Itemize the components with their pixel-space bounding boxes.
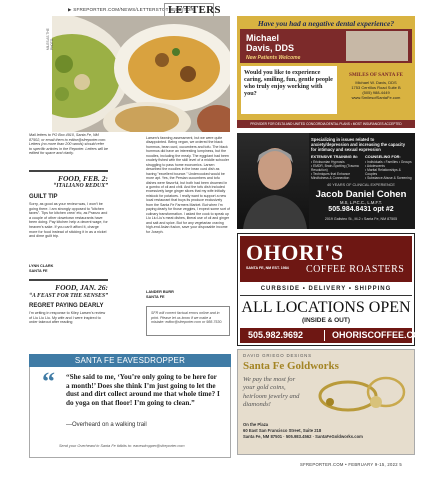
dental-ad-banner [240,29,412,63]
counselor-name: Jacob Daniel Cohen [315,189,407,200]
coffee-ad[interactable] [237,233,428,346]
dental-ad-brand: SMILES OF SANTA FE [348,72,404,78]
dental-ad-footer: PROVIDER FOR DELTA AND UNITED CONCORDIA DENTAL PLANS • MOST INSURANCES ACCEPTED [237,120,415,128]
letter2-body-cont: Larsen's fawning assessment, but we were quite disappointed. Being vegan, we ordered the black hummus, bean curd, cucumbers and tofu. The black hummus did have an interesting lumpiness, but the noodles, including the mealy. The eggplant had been crudely fished with the skill level of a middle schooler struggling to pass home economics. Larsen described the noodles in the bean curd dish as having "excellent bounce." Undercooked would be more apt. Yes, the Persian cucumbers and tofu dishes were flavorful, but both had been drowned in a gumbo of oil and chili. And the tofu dish included excessively large ginger slices that my wife initially mistook for potatoes. I really want to support a new local restaurant that buys its produce exclusively from the Santa Fe Farmers Market. But when I'm paying dearly for those veggies, I expect some sort of culinary transformation. I asked the cook to speak up Liu Liu Liu's meat dishes, liberal use of oil and ginger and salt and spice. But for any vegetarian craving high-end Asian fusion, save your disposable income for Joseph. [146,136,230,234]
counselor-photo [237,133,309,229]
dental-ad-headline: Have you had a negative dental experience? [257,19,395,28]
goldworks-pitch: We pay the most for your gold coins, heirloom jewelry and diamonds! [243,376,300,409]
eavesdropper-footer[interactable]: Send your Overheard in Santa Fe tidbits to: eavesdropper@sfreporter.com [59,444,185,448]
food-photo [52,16,230,132]
training-item: • Ericksonian Hypnosis [311,160,345,164]
correction-text: SFR will correct factual errors online and in print. Please let us know if we make a mistake: editor@sfreporter.com or 988-7530. [151,311,223,324]
coffee-website[interactable]: OHORISCOFFEE.COM [332,330,428,340]
counselor-phone[interactable]: 505.984.8431 opt #2 [328,206,394,213]
letter1-signature: LYNN CLARK [29,264,54,268]
letter2-body: I'm writing in response to Kiley Larsen's review of Liu Liu Liu. My wife and I were inspired to order takeout after reading [29,311,106,325]
goldworks-address: 60 East San Francisco Street, Suite 218 [243,428,322,433]
letter2-heading: REGRET PAYING DEARLY [29,303,104,309]
goldworks-brand: Santa Fe Goldworks [243,360,339,372]
coffee-subbrand: COFFEE ROASTERS [306,264,405,275]
coffee-services: CURBSIDE • DELIVERY • SHIPPING [260,286,392,292]
letter1-body: Sorry, as good as your review was, I won't be going there. I am strongly opposed to "kitchen taxes". Tips for kitchen crew' etc, as Pranzo and a couple of other downtown restaurants have been doing. Pay kitchen help a decent wage, for heaven's sake. If you can't afford it, charge more for food instead of sticking it in as a nickel and dime guilt trip. [29,202,108,239]
photo-credit: MILES AS THE PHOTO [46,28,54,50]
letter1-date: FOOD, FEB. 2: [57,174,108,183]
dental-ad[interactable] [237,16,415,128]
coffee-phone[interactable]: 505.982.9692 [248,330,304,340]
counselor-experience: 40 YEARS OF CLINICAL EXPERIENCE [327,183,395,187]
goldworks-city[interactable]: Santa Fe, NM 87501 · 505.983.4562 · SantaFeGoldworks.com [243,434,363,439]
goldworks-designer: DAVID GRIEGO DESIGNS [243,353,312,358]
correction-box [146,306,230,336]
service-item: • Adolescents [365,164,385,169]
coffee-ad-banner [240,236,412,282]
service-item: • Marital Relationships & Couples [365,168,401,177]
quote-mark-icon [42,372,60,390]
dental-ad-tagline: New Patients Welcome [246,55,301,61]
coffee-open-headline: ALL LOCATIONS OPEN [241,299,411,316]
training-item: • Techniques that Enhance Mindfulness & Connection [311,172,351,181]
letter1-city: SANTA FE [29,269,48,273]
dental-ad-contact: Michael W. Davis, DDS 1753 Cerrillos Road Suite B (505) 988-4449 www.SmilesofSantaFe.com [351,80,401,100]
dental-ad-photo [346,31,408,61]
letter1-subtitle: “ITALIANO REDUX” [53,183,108,189]
service-item: • Individuals • Families • Groups [365,160,412,164]
counselor-training-title: EXTENSIVE TRAINING IN: [311,155,358,159]
goldworks-location: On the Plaza [243,422,269,427]
training-item: • EMDR, Brain-Spotting (Trauma Resolution) [311,164,359,173]
jewelry-photo [308,372,412,418]
letter1-heading: GUILT TIP [29,194,58,200]
counselor-intro: Specializing in issues related to anxiety/depression and increasing the capacity for intimacy and sexual expression [311,137,406,152]
counselor-training-list [311,160,361,180]
letters-submission-note: Mail letters to PO Box 4910, Santa Fe, NM 87502, or email them to editor@sfreporter.com. Letters (no more than 200 words) should refer to specific articles in the Reporter. Letters will be edited for space and clarity. [29,133,108,156]
eavesdropper-attribution: —Overheard on a walking trail [66,422,147,428]
goldworks-ad[interactable] [237,349,415,455]
dental-ad-doctor: Michael Davis, DDS [246,33,295,53]
coffee-contact-bar [240,328,428,343]
coffee-established: SANTA FE, NM EST. 1984 [246,266,289,270]
section-title: LETTERS [168,4,221,16]
counselor-services-title: COUNSELING FOR: [365,155,401,159]
letter2-subtitle: “A FEAST FOR THE SENSES” [29,293,108,299]
coffee-brand: OHORI'S [246,240,344,265]
dental-ad-pitch: Would you like to experience caring, smiling, fun, gentle people who truly enjoy working with you? [244,69,333,97]
letter2-signature: LANDER BURR [146,290,174,294]
counselor-credentials: M.S, L.P.C.C., L.M.F.T. [339,200,383,205]
eavesdropper-quote: “She said to me, ‘You’re only going to be here for a month!’ Does she think I’m just going to let the dust and dirt collect around me that whole time? I do yoga on that floor! I’m going to clean.” [66,373,220,407]
dental-ad-pitch-box [241,66,337,114]
eavesdropper-title: SANTA FE EAVESDROPPER [29,354,231,367]
counselor-services-list [365,160,413,180]
divider [29,279,108,281]
letter2-city: SANTA FE [146,295,165,299]
letter2-date: FOOD, JAN. 26: [55,283,108,292]
divider [324,330,325,341]
service-item: • Substance Abuse & Screening [365,176,412,181]
svg-text:“: “ [42,372,55,390]
divider [240,295,412,296]
counselor-ad[interactable] [237,133,415,229]
divider [29,170,108,172]
counselor-address: 2019 Galisteo St., M-2 • Santa Fe, NM 87505 [324,217,398,221]
coffee-open-sub: (INSIDE & OUT) [301,317,351,324]
section-url[interactable]: ▶ SFREPORTER.COM/NEWS/LETTERSTOTHEEDITOR [68,7,194,12]
page-footer: SFREPORTER.COM • FEBRUARY 9-15, 2022 5 [300,462,402,467]
